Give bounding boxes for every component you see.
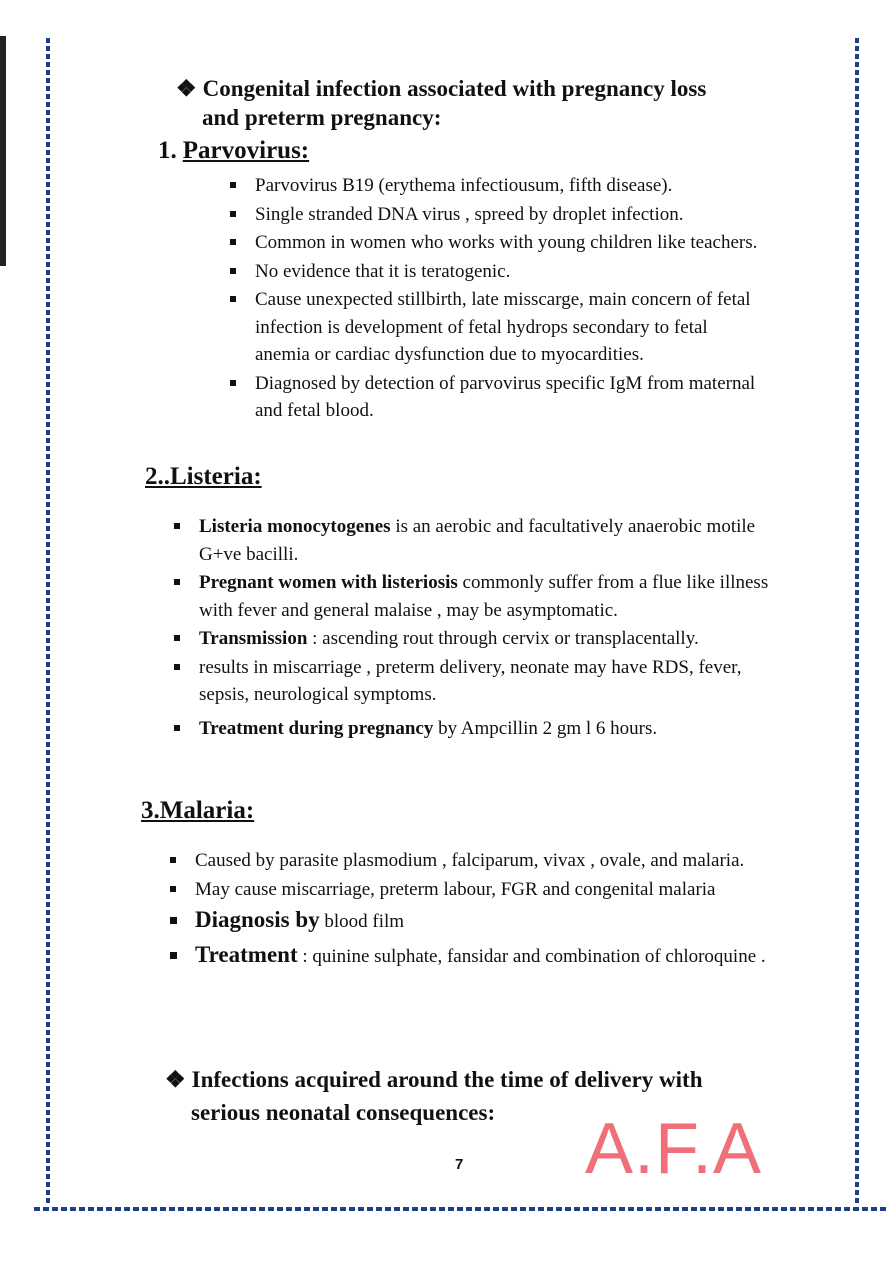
page-border-bottom — [34, 1207, 886, 1211]
list-item — [174, 715, 774, 743]
list-item-bold: Treatment during pregnancy — [199, 717, 434, 739]
heading-line1: Infections acquired around the time of delivery with — [191, 1067, 703, 1092]
list-item: Parvovirus B19 (erythema infectiousum, fifth disease). — [230, 172, 760, 200]
diamond-bullet-icon: ❖ — [176, 76, 197, 101]
heading-line2: and preterm pregnancy: — [202, 105, 442, 130]
list-item — [174, 569, 774, 624]
page-border-left — [46, 38, 50, 1204]
list-item-bold: Treatment — [195, 942, 298, 967]
heading-line2: serious neonatal consequences: — [191, 1100, 496, 1125]
list-item-text: results in miscarriage , preterm delivery, neonate may have RDS, fever, sepsis, neurological symptoms. — [199, 656, 742, 705]
list-item-bold: Listeria monocytogenes — [199, 516, 391, 537]
list-item: Diagnosed by detection of parvovirus specific IgM from maternal and fetal blood. — [230, 370, 760, 425]
list-item: Cause unexpected stillbirth, late misscarge, main concern of fetal infection is development of fetal hydrops secondary to fetal anemia or cardiac dysfunction due to myocardities. — [230, 286, 760, 369]
list-item-text: Caused by parasite plasmodium , falciparum, vivax , ovale, and malaria. — [195, 850, 745, 871]
list-item-text: is an aerobic and facultatively anaerobic motile G+ve bacilli. — [199, 516, 756, 565]
section-title-text: Parvovirus: — [182, 137, 310, 164]
list-item: No evidence that it is teratogenic. — [230, 258, 760, 286]
list-item-bold: Pregnant women with listeriosis — [199, 572, 458, 593]
list-item — [170, 876, 820, 904]
list-item — [170, 904, 820, 938]
list-item — [174, 513, 774, 568]
section-number: 1. — [158, 137, 177, 164]
heading-pregnancy-loss — [176, 74, 796, 132]
list-item — [170, 939, 820, 973]
page-number: 7 — [455, 1156, 464, 1173]
diamond-bullet-icon: ❖ — [165, 1067, 186, 1092]
section-title-listeria: 2..Listeria: — [145, 463, 262, 490]
list-item-text: blood film — [319, 911, 405, 932]
page-border-right — [855, 38, 859, 1204]
list-item-text: commonly suffer from a flue like illness with fever and general malaise , may be asymptomatic. — [199, 572, 769, 621]
listeria-bullet-list — [174, 513, 774, 743]
parvovirus-bullet-list — [230, 172, 760, 426]
list-item-text: : ascending rout through cervix or transplacentally. — [307, 628, 699, 649]
list-item: Common in women who works with young children like teachers. — [230, 229, 760, 257]
list-item-bold: Transmission — [199, 628, 308, 649]
scan-edge — [0, 36, 6, 266]
list-item — [174, 654, 774, 709]
malaria-bullet-list — [170, 847, 820, 974]
watermark: A.F.A — [585, 1109, 763, 1189]
list-item — [170, 847, 820, 875]
list-item-text: by Ampcillin 2 gm l 6 hours. — [433, 717, 658, 739]
section-title-malaria: 3.Malaria: — [141, 797, 255, 824]
list-item — [174, 625, 774, 653]
list-item-bold: Diagnosis by — [195, 907, 320, 932]
list-item-text: : quinine sulphate, fansidar and combination of chloroquine . — [297, 946, 766, 967]
list-item-text: May cause miscarriage, preterm labour, FGR and congenital malaria — [195, 878, 716, 900]
section-title-parvovirus — [158, 137, 309, 165]
list-item: Single stranded DNA virus , spreed by droplet infection. — [230, 201, 760, 229]
heading-line1: Congenital infection associated with pregnancy loss — [202, 76, 707, 101]
